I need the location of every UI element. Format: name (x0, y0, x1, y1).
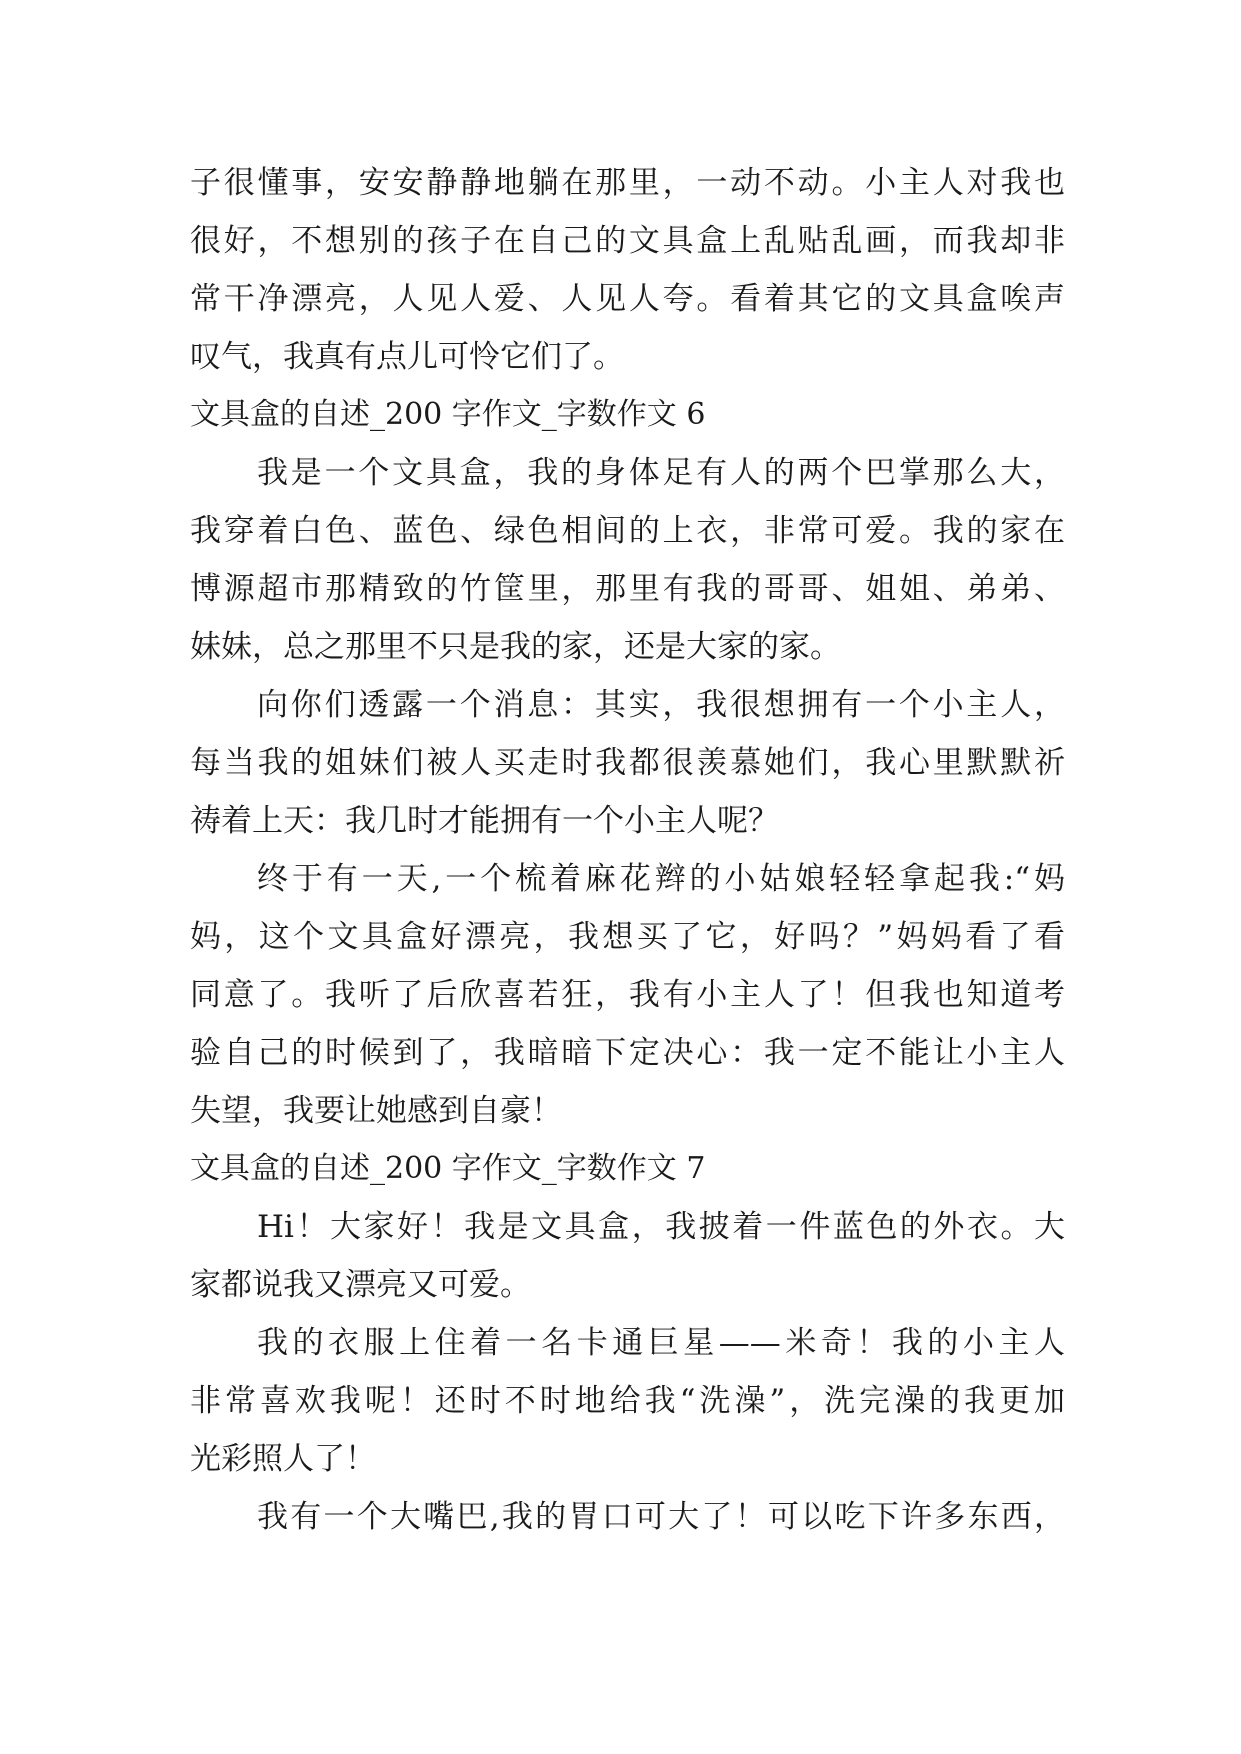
paragraph-line: 很好，不想别的孩子在自己的文具盒上乱贴乱画，而我却非 (190, 223, 1065, 259)
section-heading: 文具盒的自述_200 字作文_字数作文 7 (190, 1151, 706, 1186)
paragraph-line: 验自己的时候到了，我暗暗下定决心：我一定不能让小主人 (190, 1035, 1065, 1071)
paragraph-line: 每当我的姐妹们被人买走时我都很羡慕她们，我心里默默祈 (190, 745, 1065, 781)
paragraph-line: 博源超市那精致的竹筐里，那里有我的哥哥、姐姐、弟弟、 (190, 571, 1065, 607)
paragraph-line: 常干净漂亮，人见人爱、人见人夸。看着其它的文具盒唉声 (190, 281, 1065, 317)
section-heading: 文具盒的自述_200 字作文_字数作文 6 (190, 397, 706, 432)
paragraph-line: 非常喜欢我呢！还时不时地给我“洗澡”，洗完澡的我更加 (190, 1383, 1065, 1419)
paragraph-line: 我有一个大嘴巴,我的胃口可大了！可以吃下许多东西， (257, 1499, 1065, 1535)
paragraph-line: 光彩照人了！ (190, 1441, 376, 1477)
paragraph-line: 子很懂事，安安静静地躺在那里，一动不动。小主人对我也 (190, 165, 1065, 201)
paragraph-line: 我穿着白色、蓝色、绿色相间的上衣，非常可爱。我的家在 (190, 513, 1065, 549)
paragraph-line: 失望，我要让她感到自豪！ (190, 1093, 562, 1129)
paragraph-line: 我是一个文具盒，我的身体足有人的两个巴掌那么大， (257, 455, 1065, 491)
paragraph-line: 家都说我又漂亮又可爱。 (190, 1267, 531, 1303)
paragraph-line: 同意了。我听了后欣喜若狂，我有小主人了！但我也知道考 (190, 977, 1065, 1013)
paragraph-line: Hi！大家好！我是文具盒，我披着一件蓝色的外衣。大 (257, 1209, 1065, 1245)
paragraph-line: 终于有一天,一个梳着麻花辫的小姑娘轻轻拿起我:“妈 (257, 861, 1065, 897)
paragraph-line: 祷着上天：我几时才能拥有一个小主人呢？ (190, 803, 779, 839)
paragraph-line: 叹气，我真有点儿可怜它们了。 (190, 339, 624, 375)
paragraph-line: 妹妹，总之那里不只是我的家，还是大家的家。 (190, 629, 841, 665)
paragraph-line: 妈，这个文具盒好漂亮，我想买了它，好吗？”妈妈看了看 (190, 919, 1065, 955)
paragraph-line: 我的衣服上住着一名卡通巨星——米奇！我的小主人 (257, 1325, 1065, 1361)
paragraph-line: 向你们透露一个消息：其实，我很想拥有一个小主人， (257, 687, 1065, 723)
